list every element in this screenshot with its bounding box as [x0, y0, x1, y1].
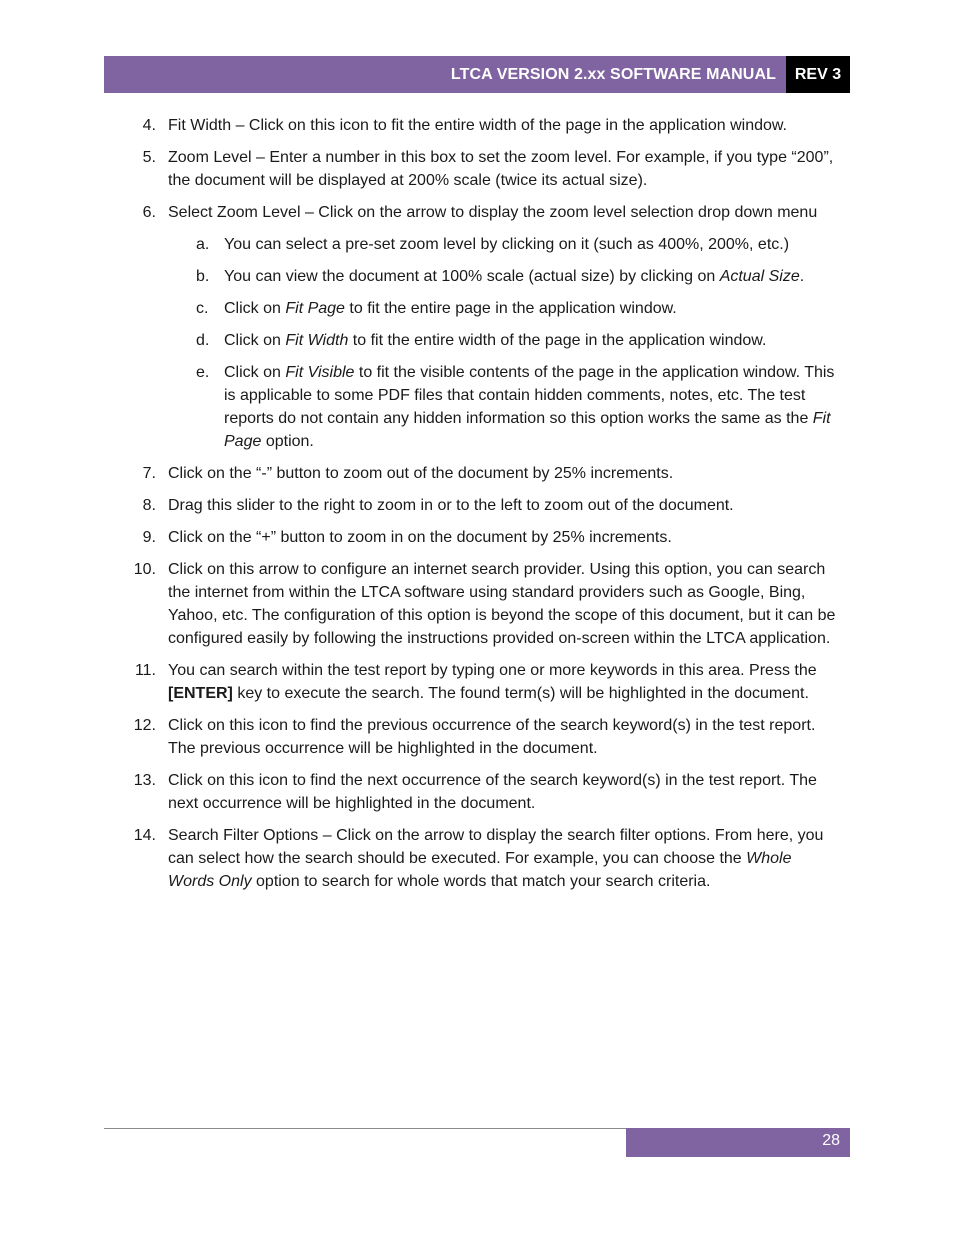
text-segment: Search Filter Options – Click on the arrow to display the search filter options. From here, you can select how the search should be executed. For example, you can choose the	[168, 827, 824, 867]
list-item-text	[224, 364, 834, 450]
list-item	[0, 824, 954, 893]
list-item-text	[168, 149, 833, 189]
sub-list-item	[0, 361, 954, 453]
list-item	[0, 659, 954, 705]
list-item-text	[168, 465, 673, 482]
text-segment: to fit the visible contents of the page in the application window. This is applicable to some PDF files that contain hidden comments, notes, etc. The test reports do not contain any hidden information so this option works the same as the	[224, 364, 835, 427]
header-bar	[104, 56, 786, 93]
text-segment: You can select a pre-set zoom level by clicking on it (such as 400%, 200%, etc.)	[224, 236, 790, 253]
text-segment: You can search within the test report by typing one or more keywords in this area. Press the	[168, 662, 817, 679]
text-segment: You can view the document at 100% scale (actual size) by clicking on	[224, 268, 720, 285]
revision-badge: REV 3	[786, 56, 850, 93]
emphasis-text: Whole Words Only	[168, 850, 792, 890]
key-name-text: [ENTER]	[168, 685, 233, 702]
list-item	[0, 494, 954, 517]
list-item	[0, 201, 954, 224]
list-item-text	[168, 827, 823, 890]
text-segment: .	[799, 268, 805, 285]
list-item-number: 4.	[142, 117, 156, 134]
list-item-number: 12.	[133, 717, 156, 734]
list-item-text	[168, 662, 817, 702]
text-segment: to fit the entire width of the page in the application window.	[348, 332, 767, 349]
text-segment: Click on the “-” button to zoom out of the document by 25% increments.	[168, 465, 674, 482]
text-segment: Select Zoom Level – Click on the arrow to display the zoom level selection drop down menu	[168, 204, 818, 221]
emphasis-text: Actual Size	[719, 268, 800, 285]
text-segment: key to execute the search. The found term(s) will be highlighted in the document.	[232, 685, 809, 702]
text-segment: Zoom Level – Enter a number in this box to set the zoom level. For example, if you type “200”, the document will be displayed at 200% scale (twice its actual size).	[168, 149, 834, 189]
emphasis-text: Fit Page	[224, 410, 831, 450]
text-segment: Click on this icon to find the next occurrence of the search keyword(s) in the test report. The next occurrence will be highlighted in the document.	[168, 772, 817, 812]
list-item-text	[224, 332, 766, 349]
text-segment: Click on this icon to find the previous occurrence of the search keyword(s) in the test report. The previous occurrence will be highlighted in the document.	[168, 717, 816, 757]
list-item-text	[168, 772, 817, 812]
list-item	[0, 714, 954, 760]
list-item-number: 9.	[142, 529, 156, 546]
text-segment: Click on the “+” button to zoom in on the document by 25% increments.	[168, 529, 672, 546]
footer-divider	[104, 1128, 626, 1129]
list-item-number: 11.	[134, 662, 156, 679]
list-item-text	[168, 497, 734, 514]
emphasis-text: Fit Width	[285, 332, 349, 349]
text-segment: Click on	[224, 300, 286, 317]
list-item-text	[168, 529, 672, 546]
list-item-number: e.	[196, 364, 210, 381]
text-segment: option to search for whole words that match your search criteria.	[251, 873, 711, 890]
list-item-text	[224, 268, 804, 285]
page-number: 28	[822, 1132, 840, 1149]
list-item-number: 14.	[133, 827, 156, 844]
list-item-number: b.	[196, 268, 210, 285]
sub-list-item	[0, 297, 954, 320]
list-item-text	[168, 561, 835, 647]
list-item-number: 7.	[142, 465, 156, 482]
text-segment: to fit the entire page in the application window.	[344, 300, 677, 317]
list-item-text	[224, 236, 789, 253]
list-item-text	[224, 300, 677, 317]
list-item	[0, 526, 954, 549]
list-item-number: 8.	[142, 497, 156, 514]
emphasis-text: Fit Visible	[285, 364, 355, 381]
list-item	[0, 558, 954, 650]
sub-list-item	[0, 329, 954, 352]
list-item-number: d.	[196, 332, 210, 349]
sub-list-item	[0, 265, 954, 288]
list-item-number: 10.	[133, 561, 156, 578]
list-item	[0, 114, 954, 137]
text-segment: Drag this slider to the right to zoom in or to the left to zoom out of the document.	[168, 497, 734, 514]
list-item	[0, 146, 954, 192]
list-item-number: c.	[196, 300, 209, 317]
list-item-number: 5.	[142, 149, 156, 166]
list-item	[0, 769, 954, 815]
list-item	[0, 462, 954, 485]
text-segment: Click on	[224, 364, 286, 381]
manual-title: LTCA VERSION 2.xx SOFTWARE MANUAL	[450, 66, 776, 83]
text-segment: Click on	[224, 332, 286, 349]
list-item-number: 6.	[142, 204, 156, 221]
sub-list-item	[0, 233, 954, 256]
text-segment: Fit Width – Click on this icon to fit the entire width of the page in the application window.	[168, 117, 787, 134]
footer-bar	[626, 1128, 850, 1157]
list-item-number: 13.	[133, 772, 156, 789]
list-item-text	[168, 204, 817, 221]
emphasis-text: Fit Page	[285, 300, 345, 317]
instruction-list	[0, 114, 954, 902]
list-item-number: a.	[196, 236, 210, 253]
list-item-text	[168, 117, 787, 134]
list-item-text	[168, 717, 815, 757]
text-segment: option.	[261, 433, 314, 450]
text-segment: Click on this arrow to configure an internet search provider. Using this option, you can search the internet from within the LTCA software using standard providers such as Google, Bing, Yahoo, etc. The configuration of this option is beyond the scope of this document, but it can be configured easily by following the instructions provided on-screen within the LTCA application.	[168, 561, 836, 647]
